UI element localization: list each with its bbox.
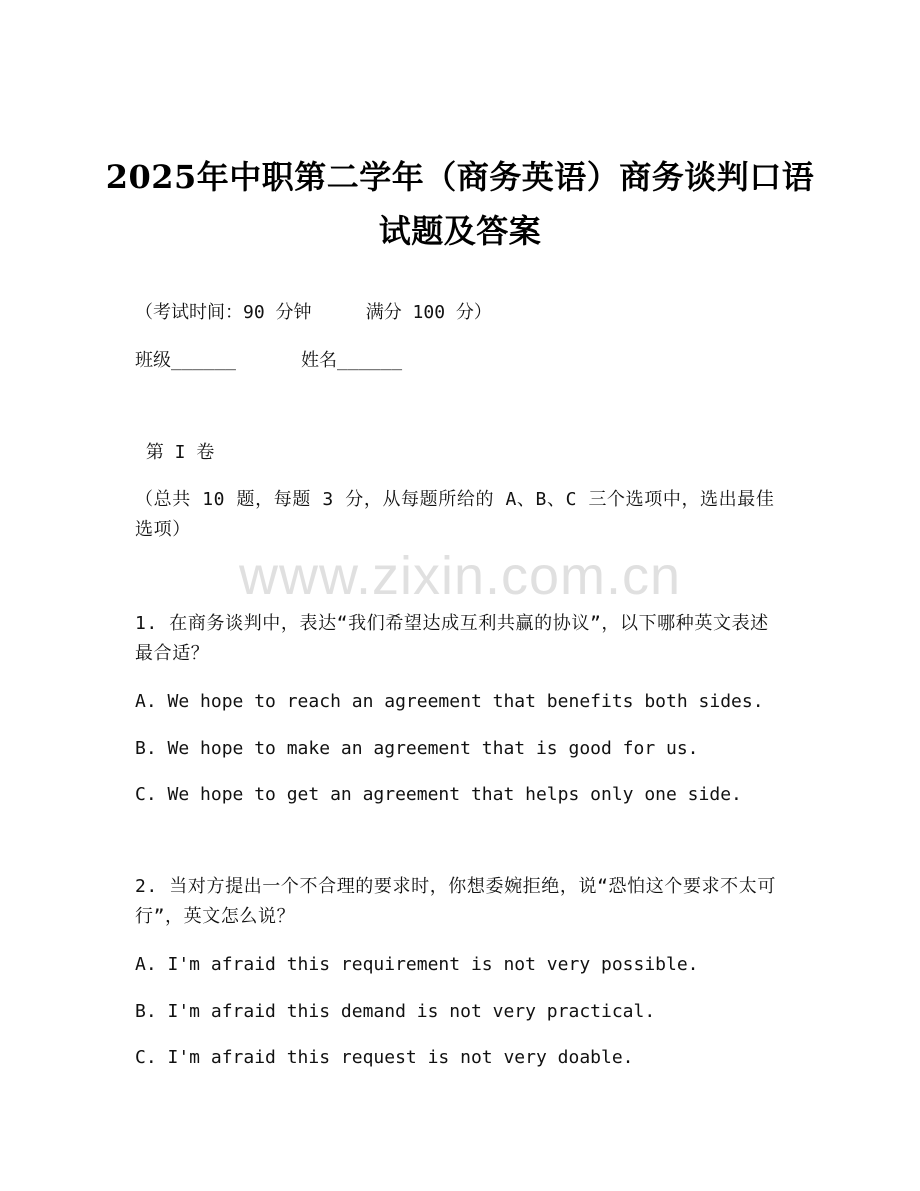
class-name-line: 班级______ 姓名______ (135, 350, 403, 371)
question-1-option-b: B. We hope to make an agreement that is good for us. (135, 738, 699, 759)
exam-info: （考试时间：90 分钟 满分 100 分） (135, 302, 492, 323)
question-1-stem: 1. 在商务谈判中，表达“我们希望达成互利共赢的协议”，以下哪种英文表述最合适？ (135, 613, 769, 664)
section-instructions: （总共 10 题，每题 3 分，从每题所给的 A、B、C 三个选项中，选出最佳选项） (135, 489, 775, 540)
watermark: www.zixin.com.cn (238, 546, 682, 606)
question-2-stem: 2. 当对方提出一个不合理的要求时，你想委婉拒绝，说“恐怕这个要求不太可行”，英文怎么说？ (135, 876, 776, 927)
section-heading: 第 I 卷 (135, 442, 215, 463)
question-2-option-c: C. I'm afraid this request is not very doable. (135, 1047, 634, 1068)
question-2-option-a: A. I'm afraid this requirement is not very possible. (135, 954, 699, 975)
document-title: 2025年中职第二学年（商务英语）商务谈判口语试题及答案 (105, 158, 815, 250)
question-1-option-a: A. We hope to reach an agreement that benefits both sides. (135, 691, 764, 712)
question-1-option-c: C. We hope to get an agreement that helps only one side. (135, 784, 742, 805)
question-2-option-b: B. I'm afraid this demand is not very practical. (135, 1001, 656, 1022)
